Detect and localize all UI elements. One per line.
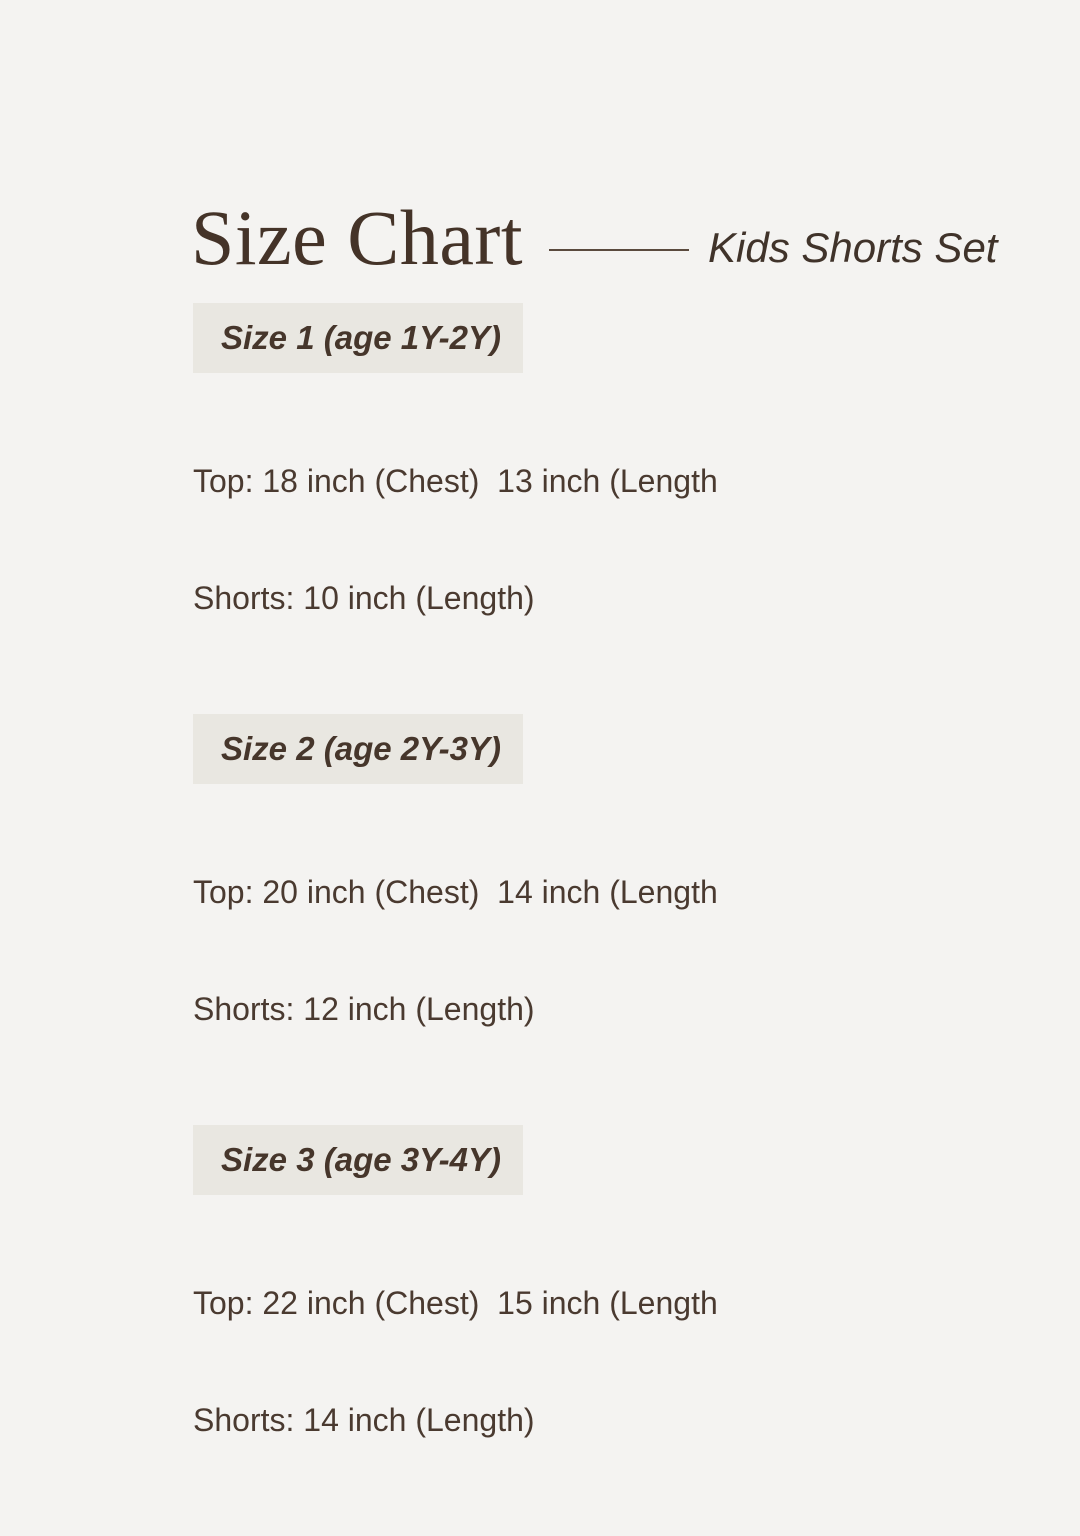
size-2-label: Size 2 (age 2Y-3Y) <box>221 730 502 767</box>
title-divider-line <box>549 249 689 251</box>
page-title: Size Chart <box>191 194 524 281</box>
size-2-top-measurement: Top: 20 inch (Chest) 14 inch (Length <box>193 874 718 910</box>
size-section-1 <box>193 303 893 696</box>
size-1-top-measurement: Top: 18 inch (Chest) 13 inch (Length <box>193 463 718 499</box>
size-1-label: Size 1 (age 1Y-2Y) <box>221 319 502 356</box>
size-3-label-box <box>193 1125 523 1195</box>
size-3-measurements <box>193 1206 893 1518</box>
size-section-2 <box>193 714 893 1107</box>
size-1-measurements <box>193 384 893 696</box>
size-3-shorts-measurement: Shorts: 14 inch (Length) <box>193 1402 535 1438</box>
size-2-measurements <box>193 795 893 1107</box>
size-2-shorts-measurement: Shorts: 12 inch (Length) <box>193 991 535 1027</box>
size-section-3 <box>193 1125 893 1518</box>
size-3-top-measurement: Top: 22 inch (Chest) 15 inch (Length <box>193 1285 718 1321</box>
size-2-label-box <box>193 714 523 784</box>
page-subtitle: Kids Shorts Set <box>708 224 998 271</box>
size-sections <box>193 303 893 1536</box>
size-1-label-box <box>193 303 523 373</box>
size-3-label: Size 3 (age 3Y-4Y) <box>221 1141 502 1178</box>
size-1-shorts-measurement: Shorts: 10 inch (Length) <box>193 580 535 616</box>
